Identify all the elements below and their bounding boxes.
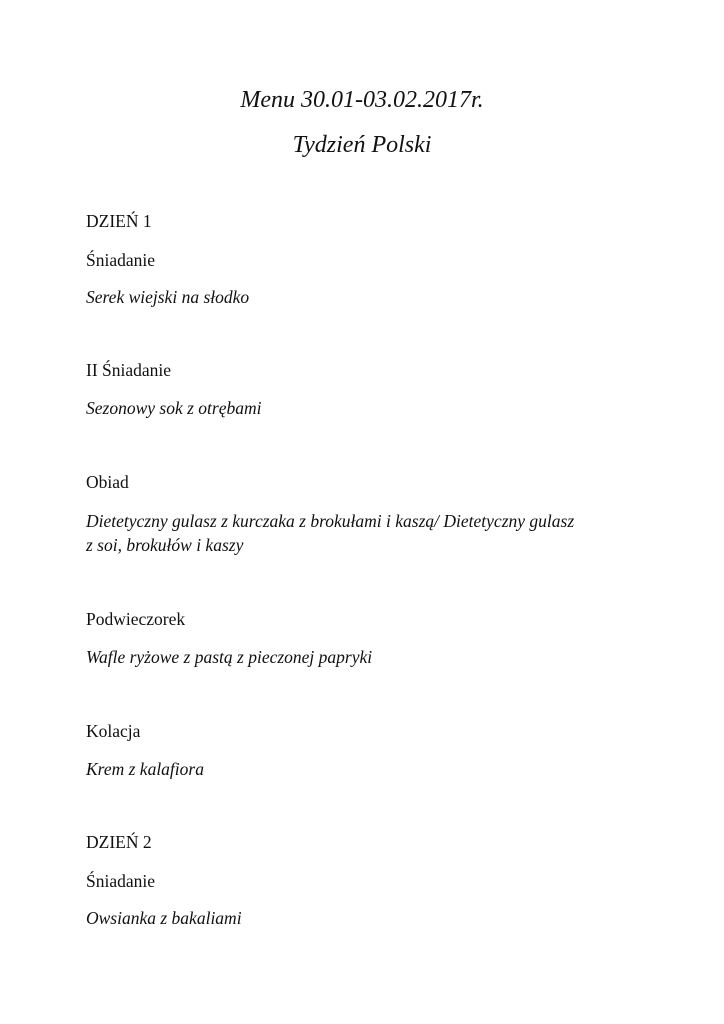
page-subtitle: Tydzień Polski — [292, 132, 432, 158]
meal-name: Kolacja — [86, 721, 141, 741]
meal-name: Podwieczorek — [86, 609, 186, 629]
meal-dish: Wafle ryżowe z pastą z pieczonej papryki — [86, 647, 373, 667]
meal-dish-continued: z soi, brokułów i kaszy — [86, 535, 244, 555]
page-title: Menu 30.01-03.02.2017r. — [240, 87, 484, 113]
day-label: DZIEŃ 2 — [86, 832, 152, 852]
meal-name: Śniadanie — [86, 871, 156, 891]
day-label: DZIEŃ 1 — [86, 211, 152, 231]
meal-name: Obiad — [86, 472, 129, 492]
meal-name: II Śniadanie — [86, 360, 172, 380]
meal-dish: Serek wiejski na słodko — [86, 287, 250, 307]
meal-dish: Sezonowy sok z otrębami — [86, 398, 262, 418]
meal-name: Śniadanie — [86, 250, 156, 270]
meal-dish: Krem z kalafiora — [86, 759, 204, 779]
meal-dish: Dietetyczny gulasz z kurczaka z brokułami i kaszą/ Dietetyczny gulasz — [86, 511, 575, 531]
meal-dish: Owsianka z bakaliami — [86, 908, 242, 928]
